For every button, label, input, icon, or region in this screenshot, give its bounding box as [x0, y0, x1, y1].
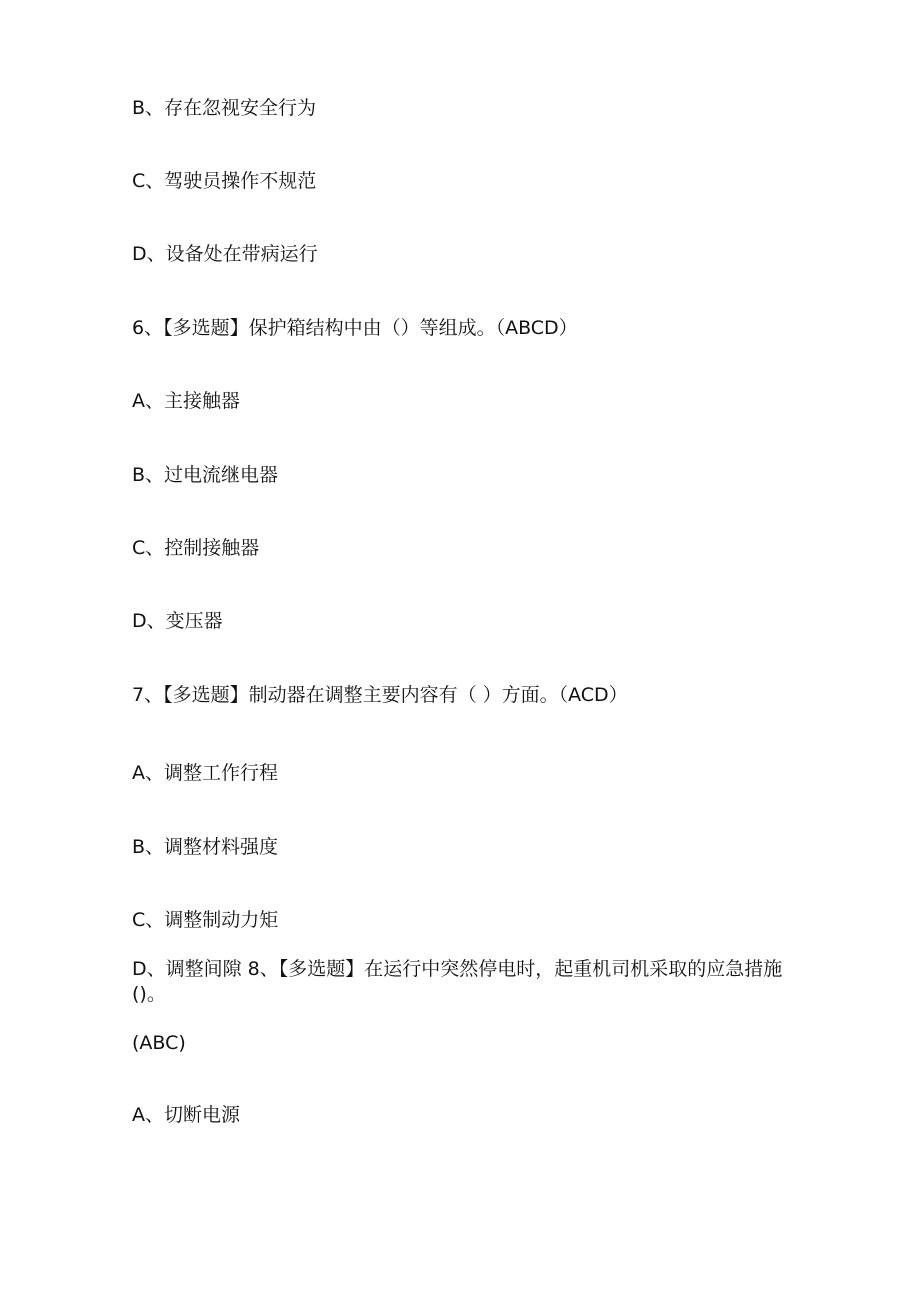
option-line: A、调整工作行程 [132, 762, 278, 784]
question-line: 6、【多选题】保护箱结构中由（）等组成。（ABCD） [132, 317, 578, 339]
option-line: B、过电流继电器 [132, 464, 279, 486]
option-line: D、变压器 [132, 610, 223, 632]
option-line: B、存在忽视安全行为 [132, 97, 317, 119]
option-line: A、主接触器 [132, 390, 240, 412]
question-line: 7、【多选题】制动器在调整主要内容有（ ）方面。（ACD） [132, 684, 628, 706]
option-line: B、调整材料强度 [132, 836, 279, 858]
option-line: A、切断电源 [132, 1104, 240, 1126]
question-line: D、调整间隙 8、【多选题】在运行中突然停电时，起重机司机采取的应急措施()。 [132, 958, 783, 1005]
option-line: D、设备处在带病运行 [132, 243, 318, 265]
answer-line: (ABC) [132, 1032, 186, 1054]
option-line: C、控制接触器 [132, 537, 260, 559]
option-line: C、驾驶员操作不规范 [132, 170, 317, 192]
option-line: C、调整制动力矩 [132, 909, 279, 931]
